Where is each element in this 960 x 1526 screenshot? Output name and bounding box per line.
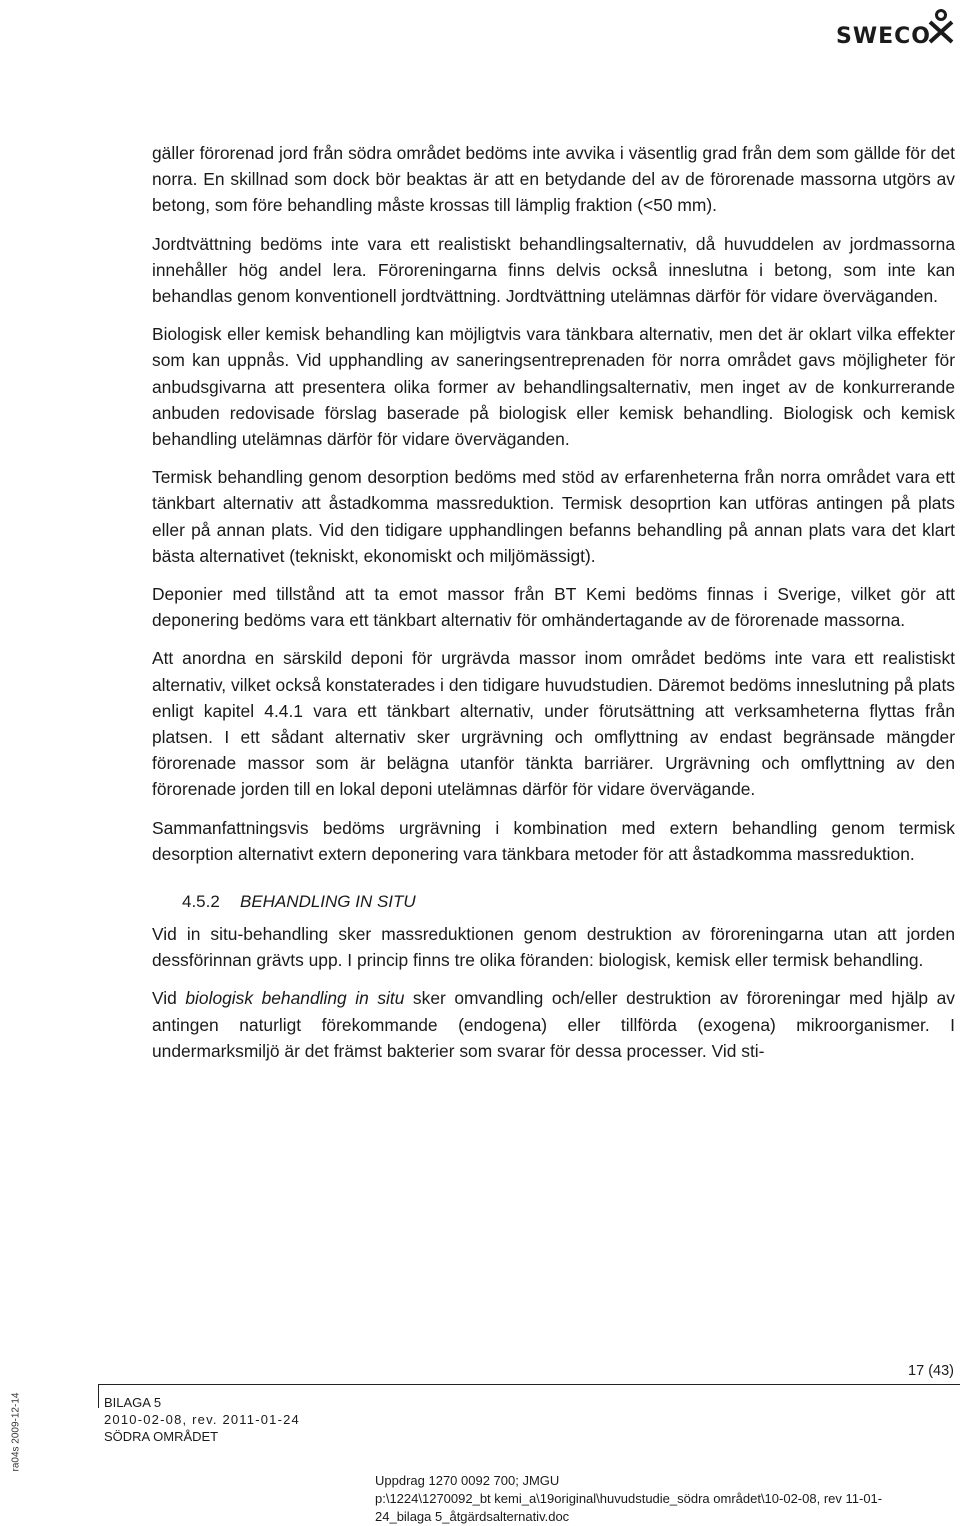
sweco-emblem-icon xyxy=(926,8,956,44)
paragraph-9-start: Vid xyxy=(152,988,186,1009)
assignment-id: Uppdrag 1270 0092 700; JMGU xyxy=(375,1473,560,1488)
document-dates: 2010-02-08, rev. 2011-01-24 xyxy=(104,1412,300,1427)
section-number: 4.5.2 xyxy=(182,892,220,912)
template-stamp: ra04s 2009-12-14 xyxy=(10,1392,22,1472)
section-title: BEHANDLING IN SITU xyxy=(240,892,416,912)
sweco-logo xyxy=(834,8,958,48)
paragraph-9-emphasis: biologisk behandling in situ xyxy=(185,988,405,1009)
file-path-line-2: 24_bilaga 5_åtgärdsalternativ.doc xyxy=(375,1509,570,1524)
document-area: SÖDRA OMRÅDET xyxy=(104,1429,219,1444)
footer-document-info xyxy=(104,1394,300,1445)
paragraph-3: Biologisk eller kemisk behandling kan möjligtvis vara tänkbara alternativ, men det är oklart vilka effekter som kan uppnås. Vid upphandling av saneringsentreprenaden för norra området gavs möjligheter för anbudsgivarna att presentera olika former av behandlingsalternativ, men inget av de konkurrerande anbuden redovisade förslag baserade på biologisk eller kemisk behandling. Biologisk och kemisk behandling utelämnas därför för vidare överväganden. xyxy=(152,324,955,450)
footer-divider-tick xyxy=(98,1384,99,1408)
paragraph-2: Jordtvättning bedöms inte vara ett realistiskt behandlingsalternativ, då huvuddelen av jordmassorna innehåller hög andel lera. Föroreningarna finns delvis också inneslutna i betong, som inte kan behandlas genom konventionell jordtvättning. Jordtvättning utelämnas därför för vidare överväganden. xyxy=(152,233,955,307)
paragraph-9-end: sker omvandling och/eller destruktion av föroreningar med hjälp av antingen naturligt förekommande (endogena) eller tillförda (exogena) mikroorganismer. I undermarksmiljö är det främst bakterier som svarar för dessa processer. Vid sti- xyxy=(152,988,955,1061)
paragraph-8: Vid in situ-behandling sker massreduktionen genom destruktion av föroreningarna utan att jorden dessförinnan grävts upp. I princip finns tre olika föranden: biologisk, kemisk eller termisk behandling. xyxy=(152,924,955,971)
paragraph-5: Deponier med tillstånd att ta emot massor från BT Kemi bedöms finnas i Sverige, vilket gör att deponering bedöms vara ett tänkbart alternativ för omhändertagande av de förorenade massorna. xyxy=(152,584,955,631)
footer-divider xyxy=(98,1384,960,1385)
paragraph-6: Att anordna en särskild deponi för urgrävda massor inom området bedöms inte vara ett realistiskt alternativ, vilket också konstaterades i den tidigare huvudstudien. Däremot bedöms inneslutning på plats enligt kapitel 4.4.1 vara ett tänkbart alternativ, under förutsättning att verksamheterna flyttas från platsen. I ett sådant alternativ sker urgrävning och omflyttning av endast begränsade mängder förorenade massor som är belägna utanför tänkta barriärer. Urgrävning och omflyttning av den förorenade jorden till en lokal deponi utelämnas därför för vidare övervägande. xyxy=(152,648,955,800)
paragraph-1: gäller förorenad jord från södra området bedöms inte avvika i väsentlig grad från dem som gällde för det norra. En skillnad som dock bör beaktas är att en betydande del av de förorenade massorna utgörs av betong, som före behandling måste krossas till lämplig fraktion (<50 mm). xyxy=(152,143,955,216)
document-name: BILAGA 5 xyxy=(104,1395,162,1410)
footer-file-info xyxy=(375,1472,945,1526)
logo-text: SWECO xyxy=(836,24,931,49)
paragraph-4: Termisk behandling genom desorption bedöms med stöd av erfarenheterna från norra området vara ett tänkbart alternativ att åstadkomma massreduktion. Termisk desoprtion kan utföras antingen på plats eller på annan plats. Vid den tidigare upphandlingen befanns behandling på annan plats vara det klart bästa alternativet (tekniskt, ekonomiskt och miljömässigt). xyxy=(152,467,955,566)
document-body xyxy=(152,140,955,1076)
paragraph-7: Sammanfattningsvis bedöms urgrävning i kombination med extern behandling genom termisk desorption alternativt extern deponering vara tänkbara metoder för att åstadkomma massreduktion. xyxy=(152,817,955,864)
paragraph-9 xyxy=(152,985,955,1064)
page-number: 17 (43) xyxy=(908,1363,954,1379)
section-heading xyxy=(182,889,955,915)
file-path-line-1: p:\1224\1270092_bt kemi_a\19original\huvudstudie_södra området\10-02-08, rev 11-01- xyxy=(375,1491,883,1506)
